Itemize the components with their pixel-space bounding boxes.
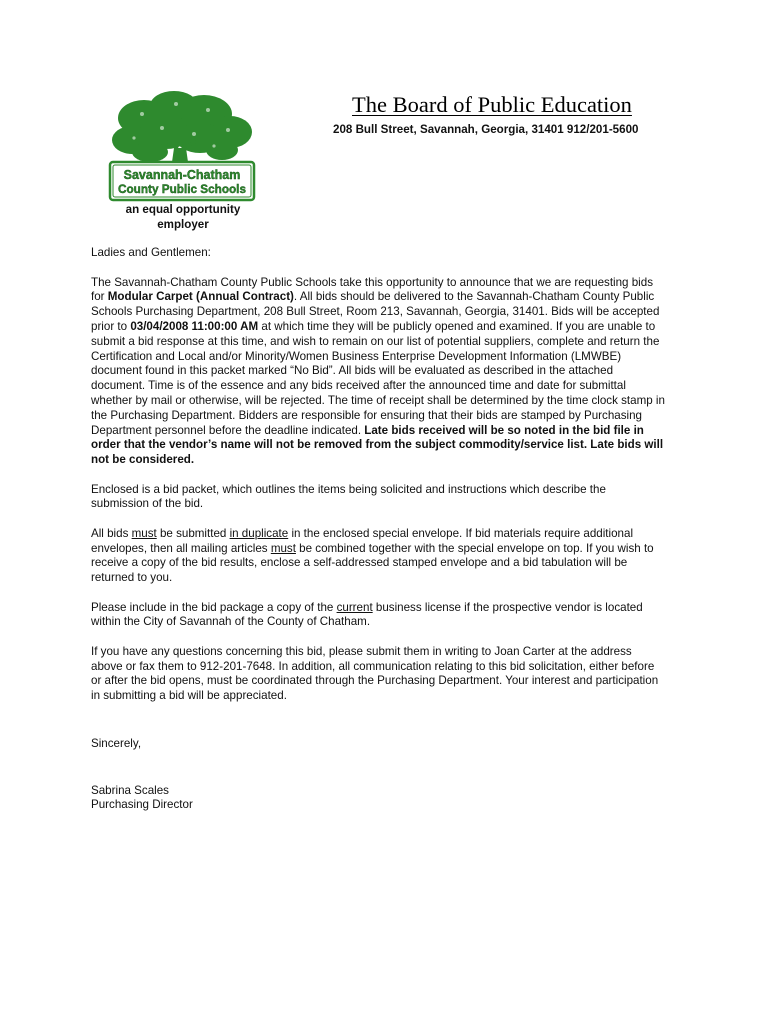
paragraph-bid-announcement: The Savannah-Chatham County Public Schools take this opportunity to announce that we are requesting bids for Modular Carpet (Annual Contract). All bids should be delivered to the Savannah-Chatham County Public Schools Purchasing Department, 208 Bull Street, Room 213, Savannah, Georgia, 31401. Bids will be accepted prior to 03/04/2008 11:00:00 AM at which time they will be publicly opened and examined. If you are unable to submit a bid response at this time, and wish to remain on our list of potential suppliers, complete and return the Certification and Local and/or Minority/Women Business Enterprise Development Information (LMWBE) document found in this packet marked “No Bid”. All bids will be evaluated as described in the attached document. Time is of the essence and any bids received after the announced time and date for submittal whether by mail or otherwise, will be rejected. The time of receipt shall be determined by the time clock stamp in the Purchasing Department. Bidders are responsible for ensuring that their bids are stamped by Purchasing Department personnel before the deadline indicated. Late bids received will be so noted in the bid file in order that the vendor’s name will not be removed from the subject commodity/service list. Late bids will not be considered. [91,275,665,467]
signer-title: Purchasing Director [91,798,193,812]
board-address: 208 Bull Street, Savannah, Georgia, 31401 912/201-5600 [333,123,639,136]
logo-text-line1: Savannah-Chatham [123,168,241,182]
paragraph-questions: If you have any questions concerning this bid, please submit them in writing to Joan Carter at the address above or fax them to 912-201-7648. In addition, all communication relating to this bid solicitation, either before or after the bid opens, must be coordinated through the Purchasing Department. Your interest and participation in submitting a bid will be appreciated. [91,644,659,703]
paragraph-bid-packet: Enclosed is a bid packet, which outlines the items being solicited and instructions which describe the submission of the bid. [91,482,606,511]
equal-opportunity-tagline: an equal opportunity employer [125,203,241,231]
bid-deadline: 03/04/2008 11:00:00 AM [130,319,259,333]
late-bids-notice: Late bids received will be so noted in the bid file in order that the vendor’s name will not be removed from the subject commodity/service list. Late bids will not be considered. [91,423,664,467]
paragraph-submission: All bids must be submitted in duplicate in the enclosed special envelope. If bid materials require additional envelopes, then all mailing articles must be combined together with the special envelope on top. If you wish to receive a copy of the bid results, enclose a self-addressed stamped envelope and a bid tabulation will be returned to you. [91,526,654,585]
salutation: Ladies and Gentlemen: [91,246,211,259]
signature-block [91,784,666,814]
tree-logo-icon [104,90,260,205]
school-district-logo [104,90,260,205]
signer-name: Sabrina Scales [91,783,169,797]
logo-text-line2: County Public Schools [118,182,247,196]
bid-item: Modular Carpet (Annual Contract) [107,290,294,304]
closing: Sincerely, [91,736,142,750]
letter-body [91,246,666,813]
board-title: The Board of Public Education [352,92,632,117]
paragraph-business-license: Please include in the bid package a copy of the current business license if the prospective vendor is located within the City of Savannah of the County of Chatham. [91,600,643,629]
